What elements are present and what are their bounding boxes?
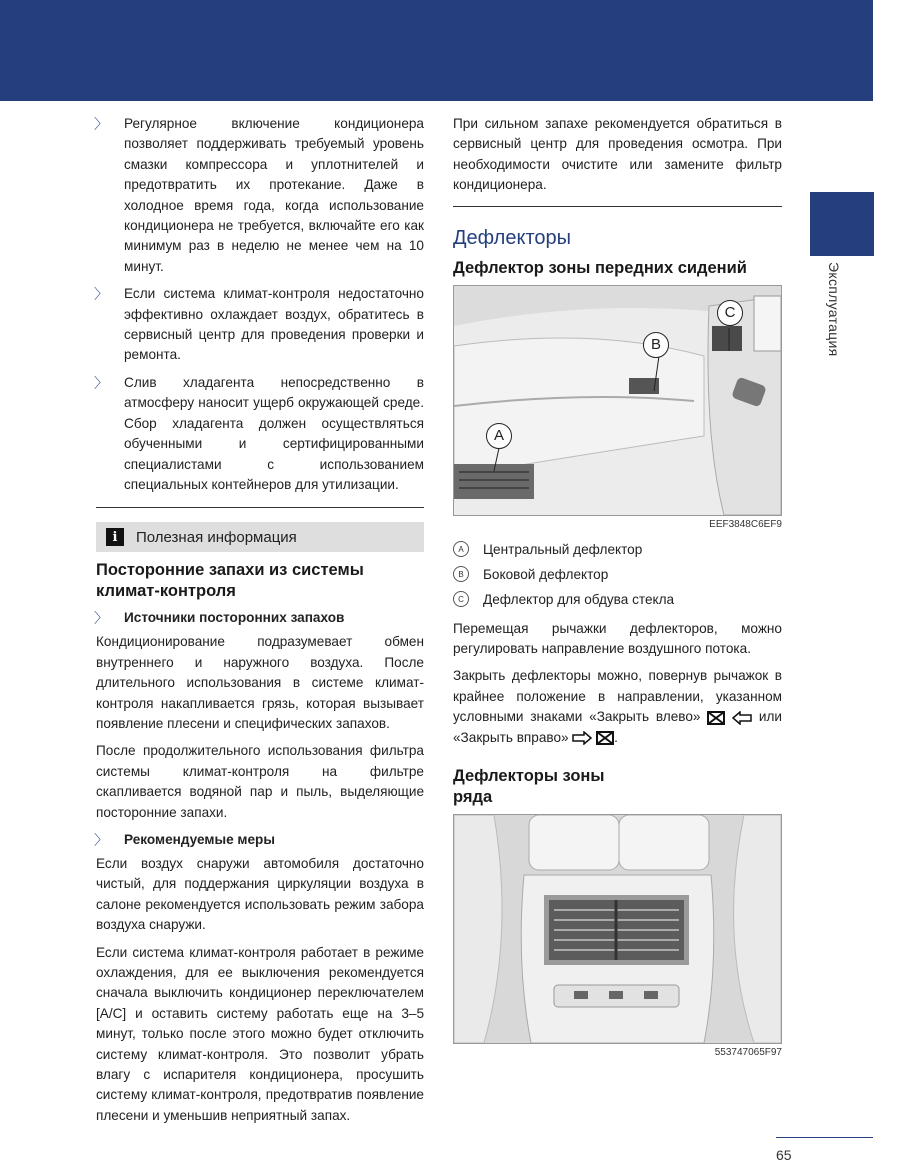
arrow-left-icon bbox=[732, 711, 752, 725]
bullet-item: 〉 Слив хладагента непосредственно в атмосферу наносит ущерб окружающей среде. Сбор хладагента должен осуществляться обученными и сертифицированными специалистами с использованием специальных контейнеров для утилизации. bbox=[94, 374, 424, 492]
chevron-right-icon: 〉 bbox=[94, 831, 108, 848]
header-band bbox=[0, 0, 873, 101]
callout-c: C bbox=[717, 300, 743, 326]
legend-item: A Центральный дефлектор bbox=[453, 540, 782, 559]
paragraph: После продолжительного использования фильтра системы климат-контроля на фильтре скапливается водяной пар и пыль, выделяющие посторонние запахи. bbox=[96, 743, 424, 820]
circled-letter-icon: B bbox=[453, 566, 469, 582]
subheading: 〉 Источники посторонних запахов bbox=[94, 610, 345, 627]
section-heading: Дефлекторы зоны ряда bbox=[453, 767, 605, 807]
bullet-item: 〉 Регулярное включение кондиционера позволяет поддерживать требуемый уровень смазки компрессора и уплотнителей и предотвратить их протекание. Даже в холодное время года, когда использование кондиционера не требуется, включайте его как минимум раз в неделю не менее чем на 10 минут. bbox=[94, 116, 424, 274]
paragraph: Закрыть дефлекторы можно, повернув рычажок в крайнее положение в направлении, указанном условными знаками «Закрыть влево» или «Закрыть вправо» . bbox=[453, 668, 782, 745]
section-heading: Дефлектор зоны передних сидений bbox=[453, 258, 747, 277]
closed-vent-icon bbox=[707, 711, 725, 725]
right-column bbox=[453, 114, 782, 1058]
footer-rule bbox=[776, 1137, 873, 1138]
callout-b: B bbox=[643, 332, 669, 358]
paragraph: Перемещая рычажки дефлекторов, можно регулировать направление воздушного потока. bbox=[453, 620, 782, 657]
section-heading: Посторонние запахи из системы климат-контроля bbox=[96, 561, 364, 601]
bullet-item: 〉 Если система климат-контроля недостаточно эффективно охлаждает воздух, обратитесь в сервисный центр для проведения проверки и ремонта. bbox=[94, 286, 424, 363]
circled-letter-icon: C bbox=[453, 591, 469, 607]
section-title: Дефлекторы bbox=[453, 226, 572, 249]
left-column bbox=[96, 114, 424, 1133]
legend-item: C Дефлектор для обдува стекла bbox=[453, 590, 782, 609]
info-icon: i bbox=[106, 528, 124, 546]
divider bbox=[96, 507, 424, 508]
callout-a: A bbox=[486, 423, 512, 449]
rear-console-illustration bbox=[454, 815, 781, 1043]
page-number: 65 bbox=[776, 1147, 792, 1163]
divider bbox=[453, 206, 782, 207]
arrow-right-icon bbox=[572, 731, 592, 745]
paragraph: Кондиционирование подразумевает обмен внутреннего и наружного воздуха. После длительного использования в системе климат-контроля накапливается грязь, которая вызывает появление плесени и специфических запахов. bbox=[96, 634, 424, 731]
legend bbox=[453, 540, 782, 609]
figure-code: EEF3848C6EF9 bbox=[709, 518, 782, 530]
section-tab-label: Эксплуатация bbox=[826, 262, 842, 357]
front-deflector-figure bbox=[453, 285, 782, 516]
info-label: Полезная информация bbox=[136, 528, 297, 546]
figure-code: 553747065F97 bbox=[714, 1047, 782, 1059]
section-tab-marker bbox=[810, 192, 874, 256]
chevron-right-icon: 〉 bbox=[94, 286, 108, 303]
circled-letter-icon: A bbox=[453, 541, 469, 557]
closed-vent-icon bbox=[596, 731, 614, 745]
paragraph: Если система климат-контроля работает в режиме охлаждения, для ее выключения рекомендуется сначала выключить кондиционер переключателем [A/C] и оставить систему работать еще на 3–5 минут, только после этого можно будет отключить систему климат-контроля. Это позволит убрать влагу с испарителя кондиционера, просушить систему климат-контроля, предотвратив появление плесени и уменьшив неприятный запах. bbox=[96, 944, 424, 1123]
chevron-right-icon: 〉 bbox=[94, 116, 108, 132]
subheading: 〉 Рекомендуемые меры bbox=[94, 831, 275, 848]
chevron-right-icon: 〉 bbox=[94, 374, 108, 391]
chevron-right-icon: 〉 bbox=[94, 610, 108, 627]
rear-deflector-figure bbox=[453, 814, 782, 1044]
paragraph: Если воздух снаружи автомобиля достаточно чистый, для поддержания циркуляции воздуха в салоне рекомендуется использовать режим забора воздуха снаружи. bbox=[96, 855, 424, 933]
info-box bbox=[96, 522, 424, 552]
legend-item: B Боковой дефлектор bbox=[453, 565, 782, 584]
paragraph: При сильном запахе рекомендуется обратиться в сервисный центр для проведения осмотра. При необходимости очистите или замените фильтр кондиционера. bbox=[453, 116, 782, 193]
